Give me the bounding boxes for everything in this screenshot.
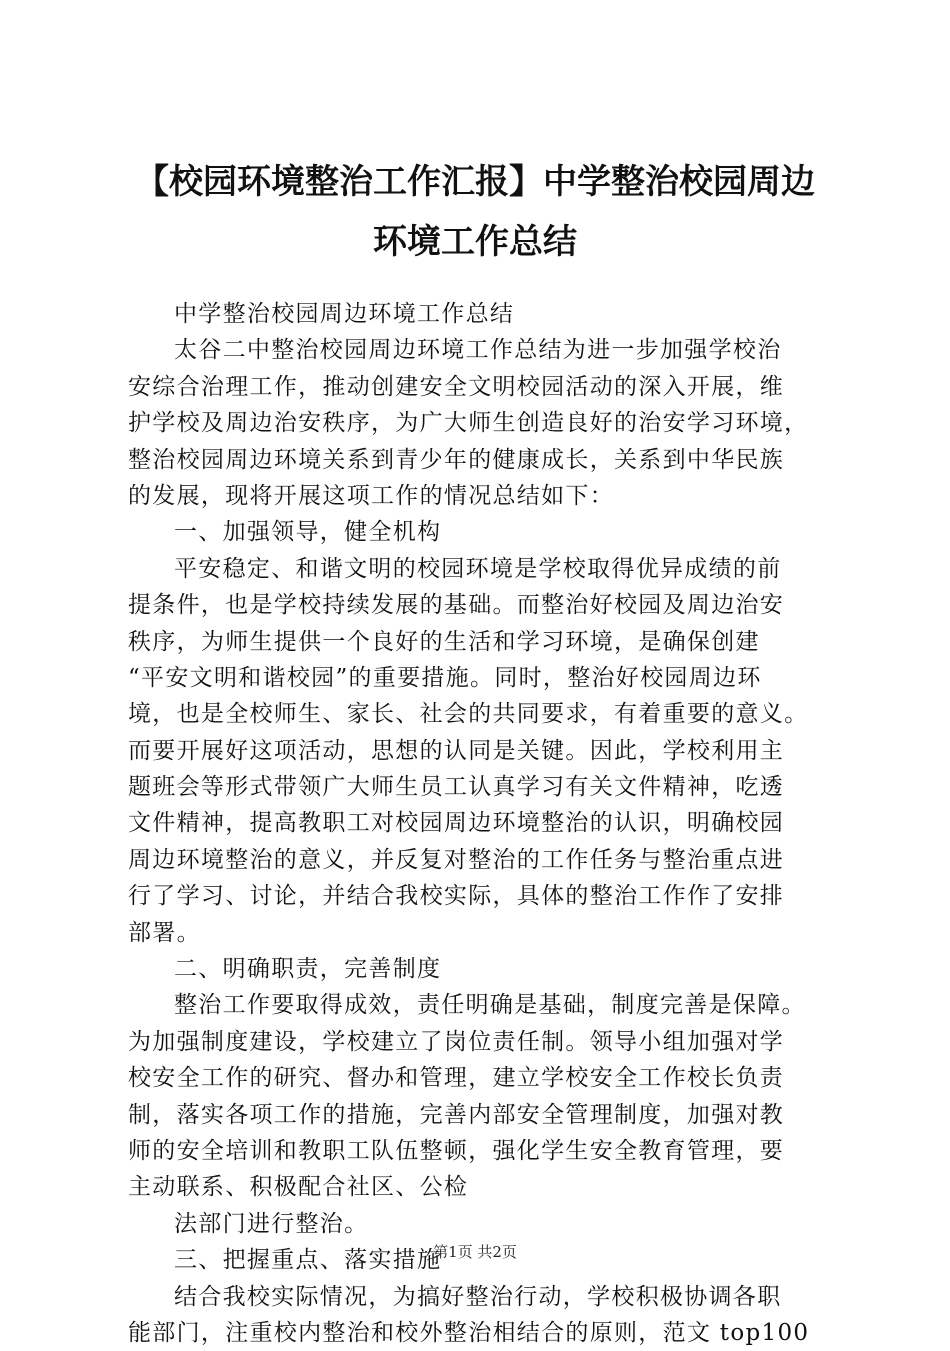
body-text-line: 能部门，注重校内整治和校外整治相结合的原则，范文 top100 — [128, 1319, 810, 1346]
document-title-line-2: 环境工作总结 — [373, 222, 577, 262]
document-body — [128, 296, 848, 1351]
body-text-line: 校安全工作的研究、督办和管理，建立学校安全工作校长负责 — [128, 1065, 785, 1092]
body-text-line: 一、加强领导，健全机构 — [174, 519, 442, 546]
body-text-line: 提条件，也是学校持续发展的基础。而整治好校园及周边治安 — [128, 592, 785, 619]
body-text-line: 整治校园周边环境关系到青少年的健康成长，关系到中华民族 — [128, 446, 785, 473]
body-text-line: 境，也是全校师生、家长、社会的共同要求，有着重要的意义。 — [128, 701, 809, 728]
body-text-line: 主动联系、积极配合社区、公检 — [128, 1174, 469, 1201]
body-text-line: 三、把握重点、落实措施 — [174, 1247, 442, 1274]
body-text-line: 而要开展好这项活动，思想的认同是关键。因此，学校利用主 — [128, 737, 785, 764]
body-text-line: 行了学习、讨论，并结合我校实际，具体的整治工作作了安排 — [128, 883, 785, 910]
body-text-line: 整治工作要取得成效，责任明确是基础，制度完善是保障。 — [174, 992, 806, 1019]
body-text-line: 秩序，为师生提供一个良好的生活和学习环境，是确保创建 — [128, 628, 760, 655]
body-text-line: 护学校及周边治安秩序，为广大师生创造良好的治安学习环境， — [128, 410, 809, 437]
body-text-line: “平安文明和谐校园”的重要措施。同时，整治好校园周边环 — [128, 664, 762, 691]
body-text-line: 为加强制度建设，学校建立了岗位责任制。领导小组加强对学 — [128, 1028, 785, 1055]
document-title-line-1: 【校园环境整治工作汇报】中学整治校园周边 — [135, 162, 815, 202]
body-text-line: 题班会等形式带领广大师生员工认真学习有关文件精神，吃透 — [128, 774, 785, 801]
body-text-line: 二、明确职责，完善制度 — [174, 956, 442, 983]
body-text-line: 中学整治校园周边环境工作总结 — [174, 301, 515, 327]
body-text-line: 制，落实各项工作的措施，完善内部安全管理制度，加强对教 — [128, 1101, 785, 1128]
body-text-line: 的发展，现将开展这项工作的情况总结如下： — [128, 482, 614, 509]
body-text-line: 安综合治理工作，推动创建安全文明校园活动的深入开展，维 — [128, 373, 785, 400]
body-text-line: 文件精神，提高教职工对校园周边环境整治的认识，明确校园 — [128, 810, 785, 837]
body-text-line: 平安稳定、和谐文明的校园环境是学校取得优异成绩的前 — [174, 555, 782, 582]
body-text-line: 太谷二中整治校园周边环境工作总结为进一步加强学校治 — [174, 337, 782, 364]
body-text-line: 法部门进行整治。 — [174, 1210, 369, 1237]
page-footer: 第1页 共2页 — [433, 1243, 517, 1261]
body-text-line: 周边环境整治的意义，并反复对整治的工作任务与整治重点进 — [128, 846, 785, 873]
body-text-line: 师的安全培训和教职工队伍整顿，强化学生安全教育管理，要 — [128, 1137, 785, 1164]
body-text-line: 结合我校实际情况，为搞好整治行动，学校积极协调各职 — [174, 1283, 782, 1310]
body-text-line: 部署。 — [128, 919, 201, 946]
